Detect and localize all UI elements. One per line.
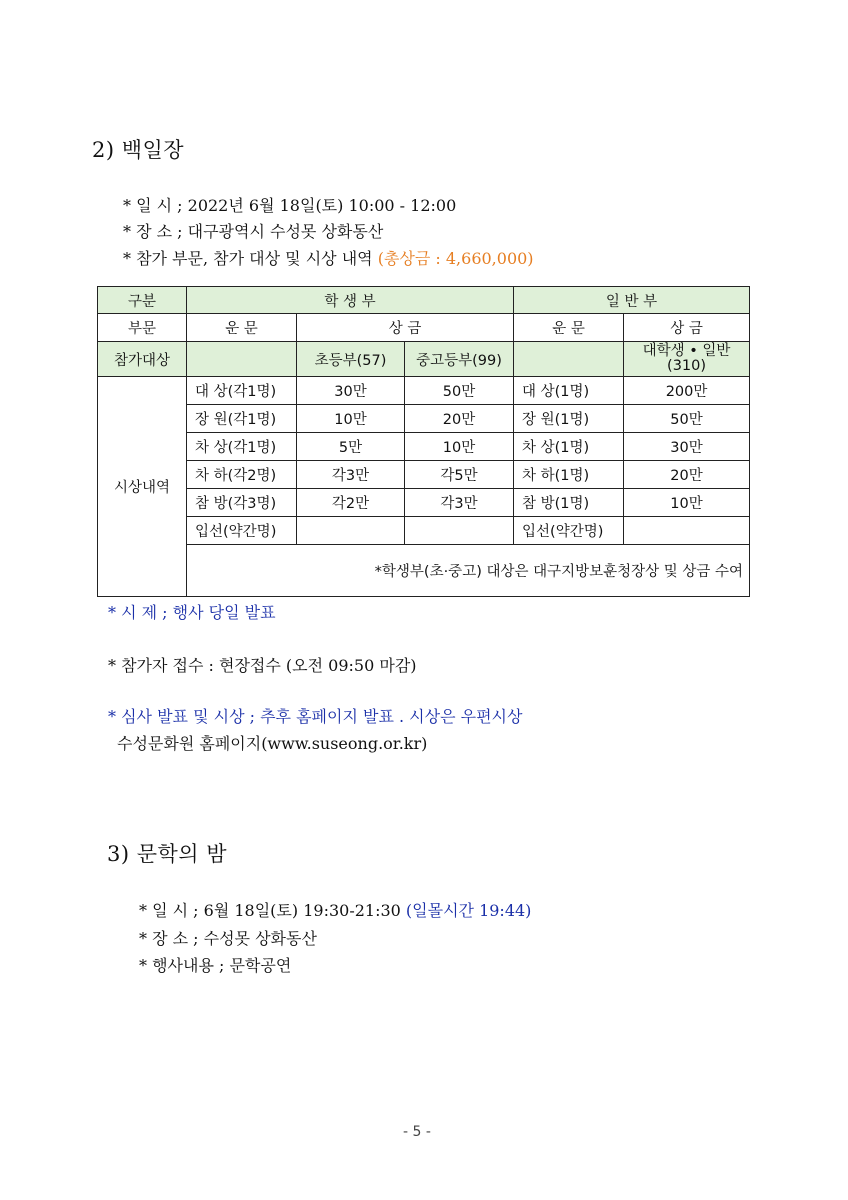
table-row [98, 405, 750, 433]
event-date-line: * 일 시 ; 2022년 6월 18일(토) 10:00 - 12:00 [123, 196, 457, 215]
general-award-name: 장 원(1명) [514, 405, 624, 433]
student-award-name: 차 상(각1명) [187, 433, 297, 461]
row-label-bumun: 부문 [98, 314, 187, 342]
table-row [98, 517, 750, 545]
evening-date-text: * 일 시 ; 6월 18일(토) 19:30-21:30 [139, 901, 406, 920]
target-empty-general [514, 342, 624, 377]
evening-date-line [139, 898, 531, 921]
elementary-prize: 각3만 [297, 461, 405, 489]
middle-high-prize: 각3만 [405, 489, 514, 517]
table-row [98, 377, 750, 405]
event-place-line: * 장 소 ; 대구광역시 수성못 상화동산 [123, 222, 384, 241]
student-award-name: 입선(약간명) [187, 517, 297, 545]
section-2-title: 2) 백일장 [92, 138, 185, 162]
general-award-name: 참 방(1명) [514, 489, 624, 517]
sunset-highlight: (일몰시간 19:44) [405, 901, 532, 920]
elementary-prize: 10만 [297, 405, 405, 433]
middle-high-prize: 10만 [405, 433, 514, 461]
target-general: 대학생 • 일반 (310) [624, 342, 750, 377]
header-student-division: 학 생 부 [187, 287, 514, 314]
total-prize-highlight: (총상금 : 4,660,000) [377, 249, 534, 268]
target-empty-student [187, 342, 297, 377]
elementary-prize: 각2만 [297, 489, 405, 517]
table-row [98, 489, 750, 517]
general-award-name: 차 하(1명) [514, 461, 624, 489]
middle-high-prize: 50만 [405, 377, 514, 405]
page-number: - 5 - [403, 1124, 431, 1140]
student-award-name: 장 원(각1명) [187, 405, 297, 433]
participation-text: * 참가 부문, 참가 대상 및 시상 내역 [123, 249, 378, 268]
student-award-name: 대 상(각1명) [187, 377, 297, 405]
general-prize: 50만 [624, 405, 750, 433]
student-award-name: 차 하(각2명) [187, 461, 297, 489]
general-prize: 200만 [624, 377, 750, 405]
general-award-name: 입선(약간명) [514, 517, 624, 545]
target-elementary: 초등부(57) [297, 342, 405, 377]
reception-line: * 참가자 접수 : 현장접수 (오전 09:50 마감) [108, 656, 417, 675]
table-row [98, 461, 750, 489]
target-middle-high: 중고등부(99) [405, 342, 514, 377]
general-unmun-header: 운 문 [514, 314, 624, 342]
general-prize-header: 상 금 [624, 314, 750, 342]
general-prize: 10만 [624, 489, 750, 517]
general-award-name: 차 상(1명) [514, 433, 624, 461]
row-label-target: 참가대상 [98, 342, 187, 377]
general-prize: 30만 [624, 433, 750, 461]
middle-high-prize: 각5만 [405, 461, 514, 489]
elementary-prize [297, 517, 405, 545]
student-prize-header: 상 금 [297, 314, 514, 342]
student-award-name: 참 방(각3명) [187, 489, 297, 517]
table-row [98, 433, 750, 461]
judging-line: * 심사 발표 및 시상 ; 추후 홈페이지 발표 . 시상은 우편시상 [108, 707, 523, 726]
elementary-prize: 5만 [297, 433, 405, 461]
table-note: *학생부(초·중고) 대상은 대구지방보훈청장상 및 상금 수여 [187, 545, 750, 597]
student-unmun-header: 운 문 [187, 314, 297, 342]
evening-content-line: * 행사내용 ; 문학공연 [139, 956, 292, 975]
website-line: 수성문화원 홈페이지(www.suseong.or.kr) [117, 734, 428, 753]
prize-table [97, 286, 750, 597]
elementary-prize: 30만 [297, 377, 405, 405]
row-label-awards: 시상내역 [98, 377, 187, 597]
middle-high-prize: 20만 [405, 405, 514, 433]
general-prize [624, 517, 750, 545]
header-general-division: 일 반 부 [514, 287, 750, 314]
general-prize: 20만 [624, 461, 750, 489]
header-gubun: 구분 [98, 287, 187, 314]
middle-high-prize [405, 517, 514, 545]
participation-line [123, 246, 534, 269]
topic-line: * 시 제 ; 행사 당일 발표 [108, 603, 276, 622]
section-3-title: 3) 문학의 밤 [107, 842, 228, 866]
general-award-name: 대 상(1명) [514, 377, 624, 405]
evening-place-line: * 장 소 ; 수성못 상화동산 [139, 929, 317, 948]
